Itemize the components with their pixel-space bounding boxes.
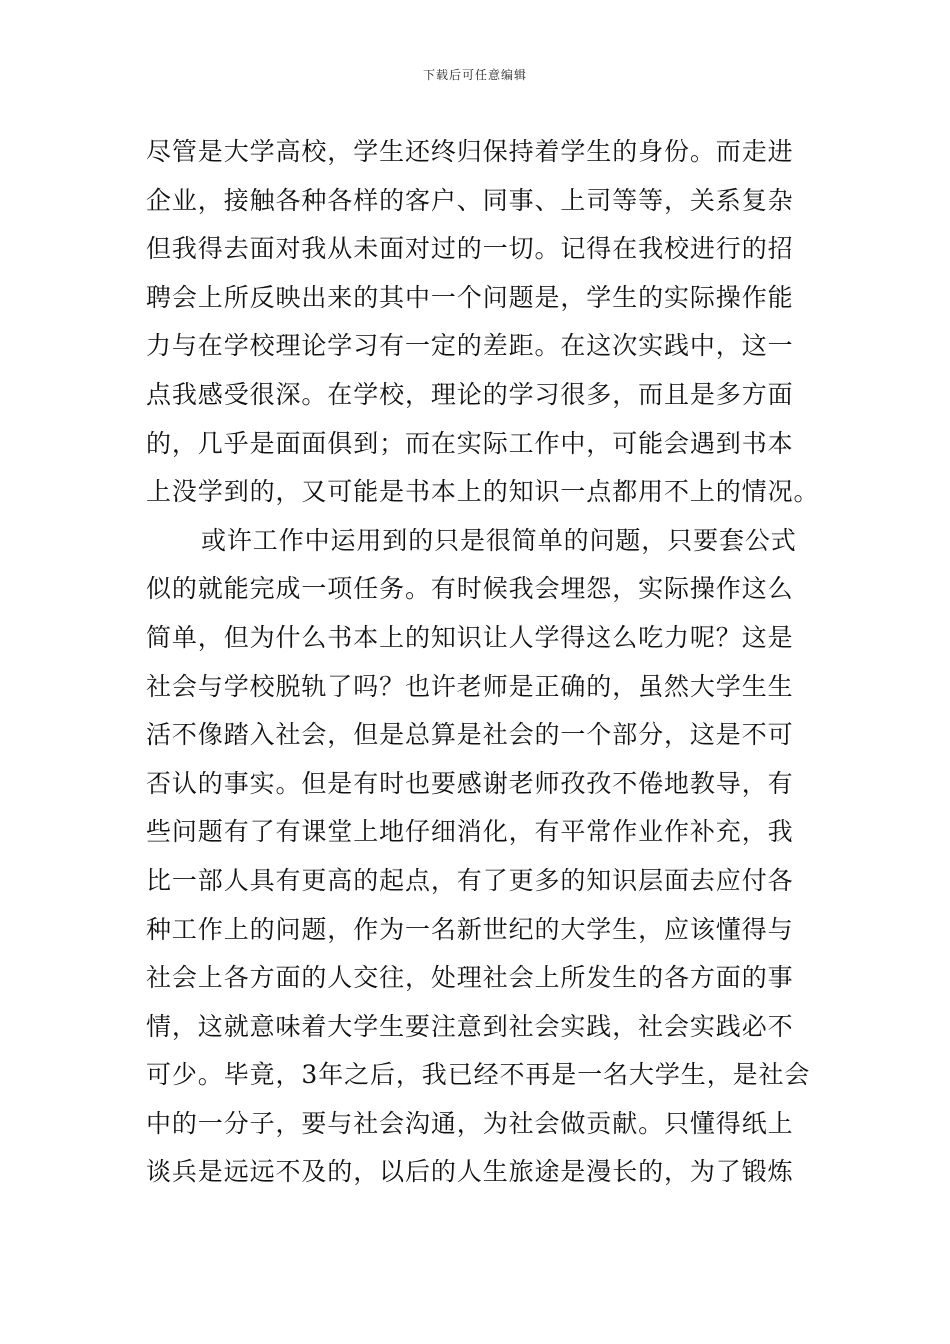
- text-line: 企业，接触各种各样的客户、同事、上司等等，关系复杂: [146, 185, 794, 215]
- text-line: 聘会上所反映出来的其中一个问题是，学生的实际操作能: [146, 282, 794, 312]
- text-line: 谈兵是远远不及的，以后的人生旅途是漫长的，为了锻炼: [146, 1157, 794, 1187]
- text-line: 力与在学校理论学习有一定的差距。在这次实践中，这一: [146, 331, 794, 361]
- text-line: 的，几乎是面面俱到；而在实际工作中，可能会遇到书本: [146, 428, 794, 458]
- text-line: 情，这就意味着大学生要注意到社会实践，社会实践必不: [146, 1011, 794, 1041]
- paragraph: [146, 128, 820, 517]
- text-line: 可少。毕竟，3年之后，我已经不再是一名大学生，是社会: [146, 1060, 811, 1090]
- text-line: 点我感受很深。在学校，理论的学习很多，而且是多方面: [146, 379, 794, 409]
- body-text: [146, 128, 820, 1197]
- text-line: 但我得去面对我从未面对过的一切。记得在我校进行的招: [146, 234, 794, 264]
- text-line: 简单，但为什么书本上的知识让人学得这么吃力呢？这是: [146, 622, 794, 652]
- text-line: 社会与学校脱轨了吗？也许老师是正确的，虽然大学生生: [146, 671, 794, 701]
- text-line: 种工作上的问题，作为一名新世纪的大学生，应该懂得与: [146, 914, 794, 944]
- text-line: 活不像踏入社会，但是总算是社会的一个部分，这是不可: [146, 720, 794, 750]
- text-line: 尽管是大学高校，学生还终归保持着学生的身份。而走进: [146, 137, 794, 166]
- text-line: 比一部人具有更高的起点，有了更多的知识层面去应付各: [146, 865, 794, 895]
- text-line: 似的就能完成一项任务。有时候我会埋怨，实际操作这么: [146, 574, 794, 604]
- text-line: 否认的事实。但是有时也要感谢老师孜孜不倦地教导，有: [146, 768, 794, 798]
- page-header: 下载后可任意编辑: [422, 68, 527, 82]
- paragraph: [146, 517, 811, 1197]
- text-line: 上没学到的，又可能是书本上的知识一点都用不上的情况。: [146, 477, 820, 507]
- text-line: 或许工作中运用到的只是很简单的问题，只要套公式: [201, 525, 797, 555]
- text-line: 社会上各方面的人交往，处理社会上所发生的各方面的事: [146, 963, 794, 993]
- text-line: 中的一分子，要与社会沟通，为社会做贡献。只懂得纸上: [146, 1108, 794, 1138]
- text-line: 些问题有了有课堂上地仔细消化，有平常作业作补充，我: [146, 817, 794, 847]
